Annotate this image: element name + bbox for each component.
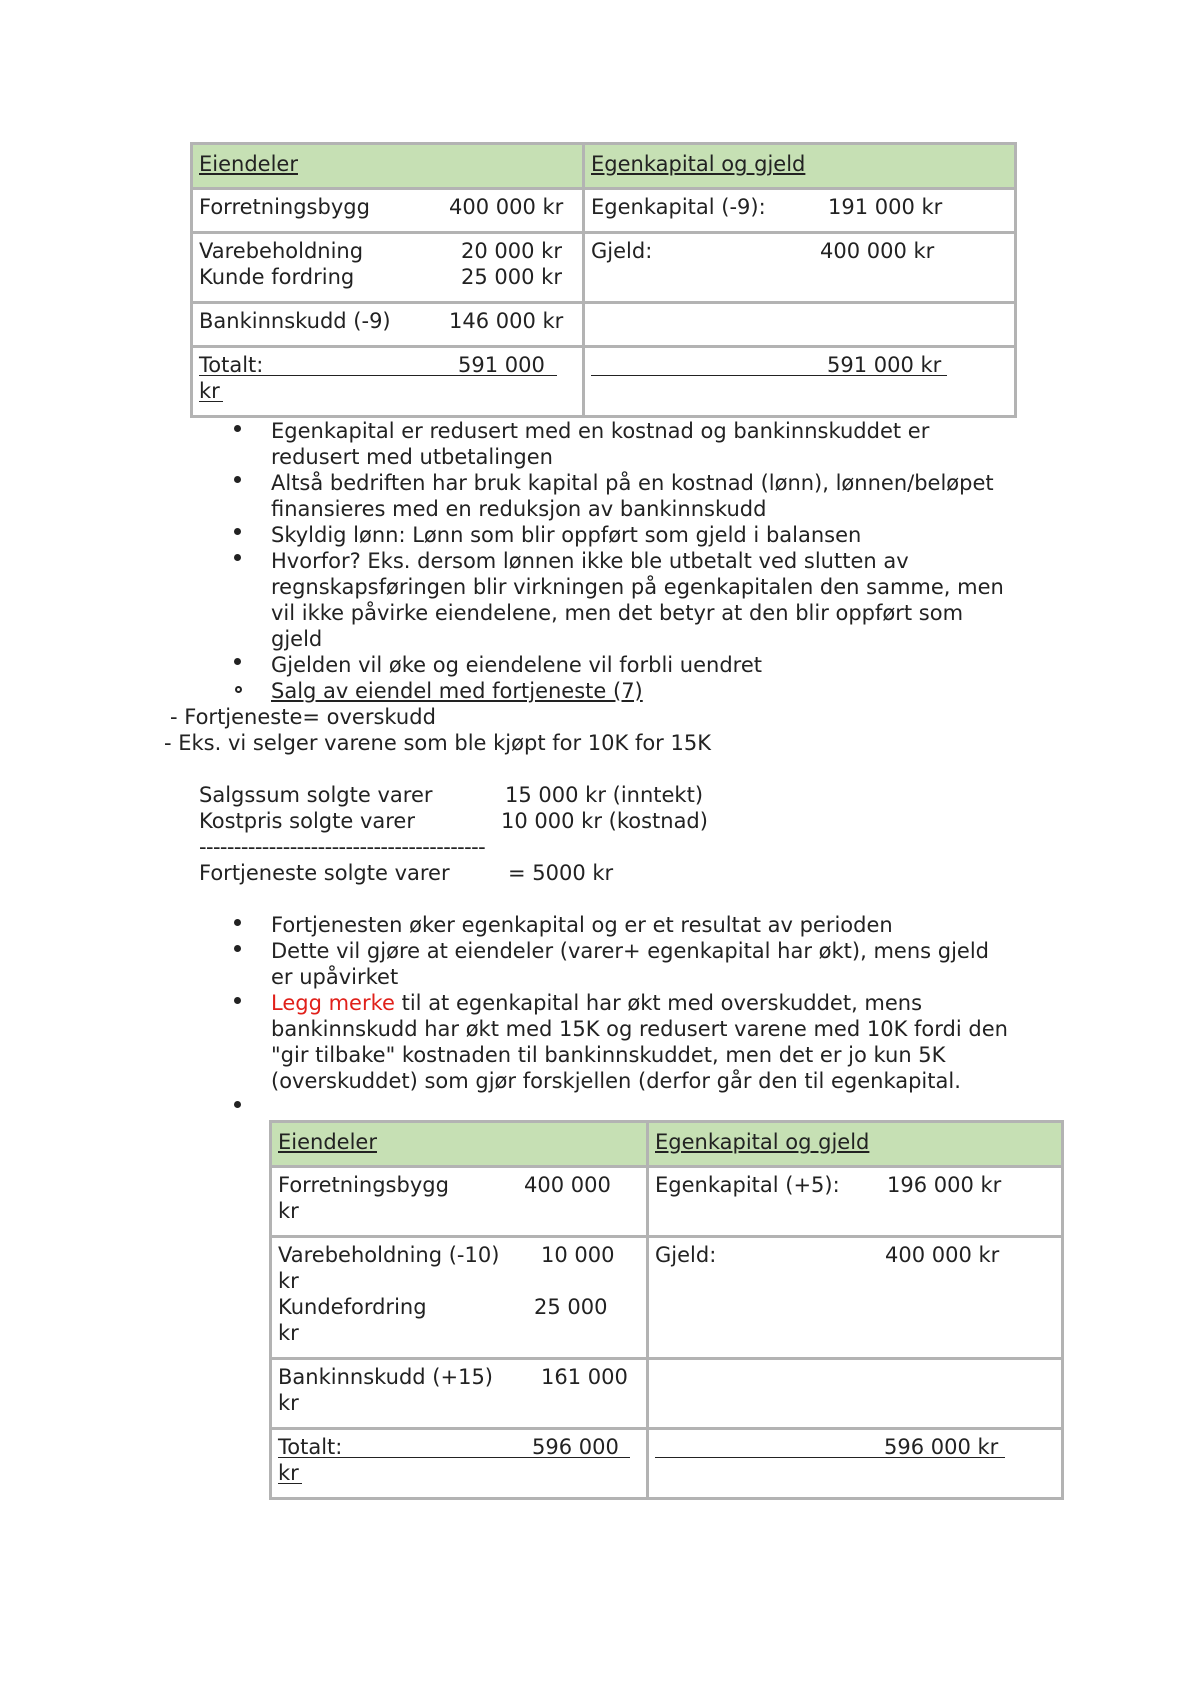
bullet-text: Fortjenesten øker egenkapital og er et resultat av perioden <box>271 913 893 937</box>
bullet-text: Legg merke til at egenkapital har økt med overskuddet, mens <box>271 991 923 1015</box>
bullet-text: Egenkapital er redusert med en kostnad og bankinnskuddet er <box>271 419 930 443</box>
bullet-text: "gir tilbake" kostnaden til bankinnskuddet, men det er jo kun 5K <box>271 1043 946 1067</box>
bullet-dot <box>234 554 241 561</box>
table2-cell-bank: Bankinnskudd (+15) 161 000 kr <box>271 1359 648 1429</box>
table1-header-assets: Eiendeler <box>192 144 584 189</box>
balance-table-1 <box>190 142 1017 418</box>
bullet-text: regnskapsføringen blir virkningen på egenkapitalen den samme, men <box>271 575 1004 599</box>
calc-result-value: = 5000 kr <box>508 861 614 885</box>
table2-header-assets: Eiendeler <box>271 1122 648 1167</box>
bullet-text: Hvorfor? Eks. dersom lønnen ikke ble utbetalt ved slutten av <box>271 549 909 573</box>
bullet-dot <box>234 919 241 926</box>
table2-header-equity-debt: Egenkapital og gjeld <box>648 1122 1063 1167</box>
bullet-text: Dette vil gjøre at eiendeler (varer+ egenkapital har økt), mens gjeld <box>271 939 990 963</box>
table1-header-equity-debt: Egenkapital og gjeld <box>584 144 1016 189</box>
bullet-text: er upåvirket <box>271 965 399 989</box>
bullet-dot <box>234 476 241 483</box>
bullet-dot <box>234 528 241 535</box>
table1-cell-total-equity-debt: 591 000 kr <box>584 347 1016 417</box>
bullet-dot <box>234 1101 241 1108</box>
table2-cell-empty <box>648 1359 1063 1429</box>
table1-cell-debt: Gjeld: 400 000 kr <box>584 233 1016 303</box>
bullet-dot <box>234 658 241 665</box>
table2-cell-inventory-receivable: Varebeholdning (-10) 10 000 kr Kundefordring 25 000 kr <box>271 1237 648 1359</box>
bullet-text: Gjelden vil øke og eiendelene vil forbli uendret <box>271 653 762 677</box>
calc-separator: ----------------------------------------- <box>199 835 486 859</box>
bullet-text: vil ikke påvirke eiendelene, men det betyr at den blir oppført som <box>271 601 964 625</box>
table2-cell-total-equity-debt: 596 000 kr <box>648 1429 1063 1499</box>
table2-cell-debt: Gjeld: 400 000 kr <box>648 1237 1063 1359</box>
bullet-dot <box>234 945 241 952</box>
balance-table-2 <box>269 1120 1064 1500</box>
table2-cell-building: Forretningsbygg 400 000 kr <box>271 1167 648 1237</box>
table1-cell-bank: Bankinnskudd (-9) 146 000 kr <box>192 303 584 347</box>
dash-line-2: - Eks. vi selger varene som ble kjøpt for 10K for 15K <box>164 731 711 755</box>
calc-row1-label: Salgssum solgte varer <box>199 783 433 807</box>
sub-bullet-circle <box>235 686 242 693</box>
table1-cell-inventory-receivable: Varebeholdning 20 000 kr Kunde fordring 25 000 kr <box>192 233 584 303</box>
sub-heading-sale: Salg av eiendel med fortjeneste (7) <box>271 679 643 703</box>
bullet-text: (overskuddet) som gjør forskjellen (derfor går den til egenkapital. <box>271 1069 961 1093</box>
calc-row2-value: 10 000 kr (kostnad) <box>501 809 708 833</box>
table1-cell-total-assets: Totalt: 591 000 kr <box>192 347 584 417</box>
bullet-dot <box>234 997 241 1004</box>
bullet-text: bankinnskudd har økt med 15K og redusert varene med 10K fordi den <box>271 1017 1008 1041</box>
bullet-text: Skyldig lønn: Lønn som blir oppført som gjeld i balansen <box>271 523 862 547</box>
bullet-text: gjeld <box>271 627 323 651</box>
bullet-text: finansieres med en reduksjon av bankinnskudd <box>271 497 767 521</box>
calc-result-label: Fortjeneste solgte varer <box>199 861 450 885</box>
bullet-text: redusert med utbetalingen <box>271 445 553 469</box>
table1-cell-equity: Egenkapital (-9): 191 000 kr <box>584 189 1016 233</box>
note-highlight: Legg merke <box>271 991 395 1015</box>
table2-cell-total-assets: Totalt: 596 000 kr <box>271 1429 648 1499</box>
calc-row1-value: 15 000 kr (inntekt) <box>505 783 704 807</box>
bullet-text: Altså bedriften har bruk kapital på en kostnad (lønn), lønnen/beløpet <box>271 471 994 495</box>
table1-cell-empty <box>584 303 1016 347</box>
calc-row2-label: Kostpris solgte varer <box>199 809 415 833</box>
table2-cell-equity: Egenkapital (+5): 196 000 kr <box>648 1167 1063 1237</box>
bullet-dot <box>234 425 241 432</box>
dash-line-1: - Fortjeneste= overskudd <box>170 705 436 729</box>
table1-cell-building: Forretningsbygg 400 000 kr <box>192 189 584 233</box>
